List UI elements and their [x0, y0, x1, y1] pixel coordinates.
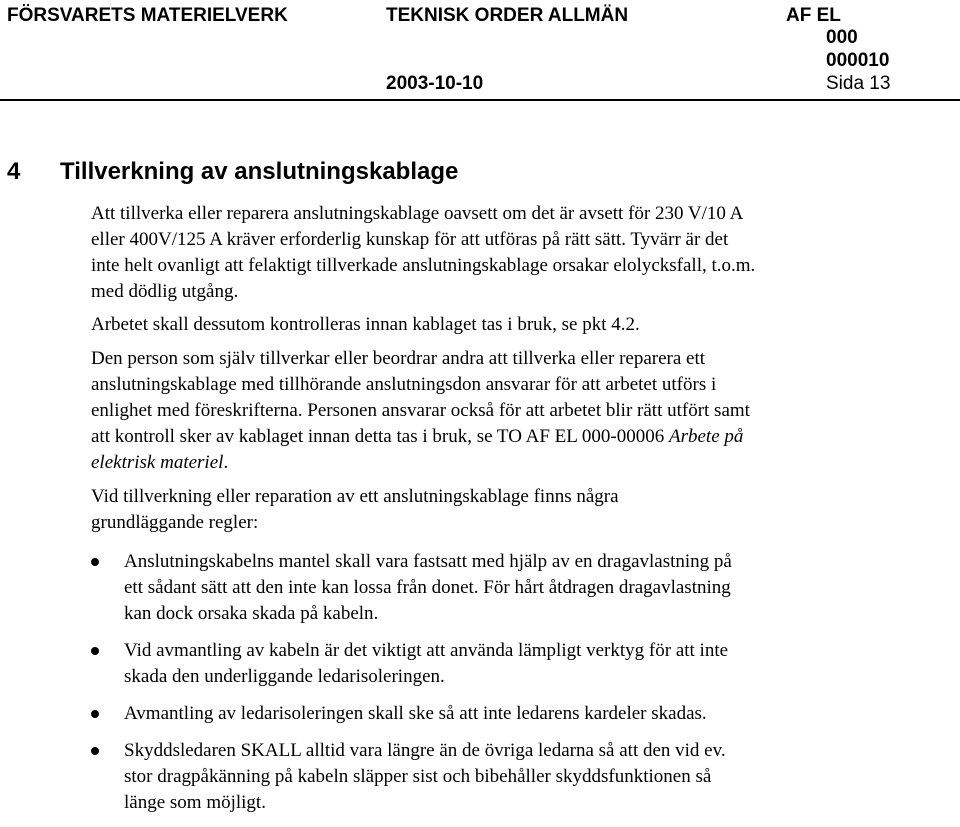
header-page-number: Sida 13 — [826, 73, 891, 94]
header-date: 2003-10-10 — [386, 73, 484, 94]
paragraph-2-text: Arbetet skall dessutom kontrolleras innan kablaget tas i bruk, se pkt 4.2. — [91, 314, 640, 335]
section-number: 4 — [7, 158, 21, 185]
paragraph-3-main: Den person som själv tillverkar eller beordrar andra att tillverka eller reparera ett anslutningskablage med tillhörande anslutningsdon ansvarar för att arbetet utförs i enlighet med föreskrifterna. Personen ansvarar också för att arbetet blir rätt utfört samt att kontroll sker av kablaget innan detta tas i bruk, se TO AF EL 000-00006 — [91, 348, 750, 447]
header-org: FÖRSVARETS MATERIELVERK — [7, 5, 288, 26]
paragraph-4 — [91, 484, 731, 536]
bullet-icon — [91, 558, 99, 566]
list-item-text: Avmantling av ledarisoleringen skall ske så att inte ledarens kardeler skadas. — [124, 703, 707, 724]
list-item — [91, 638, 751, 690]
paragraph-4-text: Vid tillverkning eller reparation av ett anslutningskablage finns några grundläggande regler: — [91, 486, 619, 533]
paragraph-2 — [91, 312, 951, 338]
header-doc-id-3: 000010 — [826, 50, 890, 71]
bullet-icon — [91, 647, 99, 655]
list-item — [91, 701, 751, 727]
paragraph-1 — [91, 201, 761, 305]
header-doc-id-1: AF EL — [786, 5, 841, 26]
list-item — [91, 549, 751, 627]
bullet-icon — [91, 747, 99, 755]
section-heading — [7, 158, 458, 186]
paragraph-1-text: Att tillverka eller reparera anslutningskablage oavsett om det är avsett för 230 V/10 A eller 400V/125 A kräver erforderlig kunskap för att utföras på rätt sätt. Tyvärr är det inte helt ovanligt att felaktigt tillverkade anslutningskablage orsakar elolycksfall, t.o.m. med dödlig utgång. — [91, 203, 756, 302]
section-title: Tillverkning av anslutningskablage — [60, 158, 459, 185]
paragraph-3-text — [91, 346, 771, 476]
header-doc-id-2: 000 — [826, 27, 858, 48]
header-doc-type: TEKNISK ORDER ALLMÄN — [386, 5, 629, 26]
list-item — [91, 738, 751, 816]
header-rule — [0, 99, 960, 101]
list-item-text: Skyddsledaren SKALL alltid vara längre än de övriga ledarna så att den vid ev. stor dragpåkänning på kabeln släpper sist och bibehåller skyddsfunktionen så länge som möjligt. — [124, 740, 726, 813]
list-item-text: Vid avmantling av kabeln är det viktigt att använda lämpligt verktyg för att inte skada den underliggande ledarisoleringen. — [124, 640, 729, 687]
bullet-icon — [91, 710, 99, 718]
paragraph-3 — [91, 346, 771, 476]
rules-list — [91, 549, 751, 827]
list-item-text: Anslutningskabelns mantel skall vara fastsatt med hjälp av en dragavlastning på ett sådant sätt att den inte kan lossa från donet. För hårt åtdragen dragavlastning kan dock orsaka skada på kabeln. — [124, 551, 732, 624]
paragraph-3-end: . — [223, 452, 229, 473]
paragraph-3-reference-title: Arbete på elektrisk materiel — [91, 426, 744, 473]
